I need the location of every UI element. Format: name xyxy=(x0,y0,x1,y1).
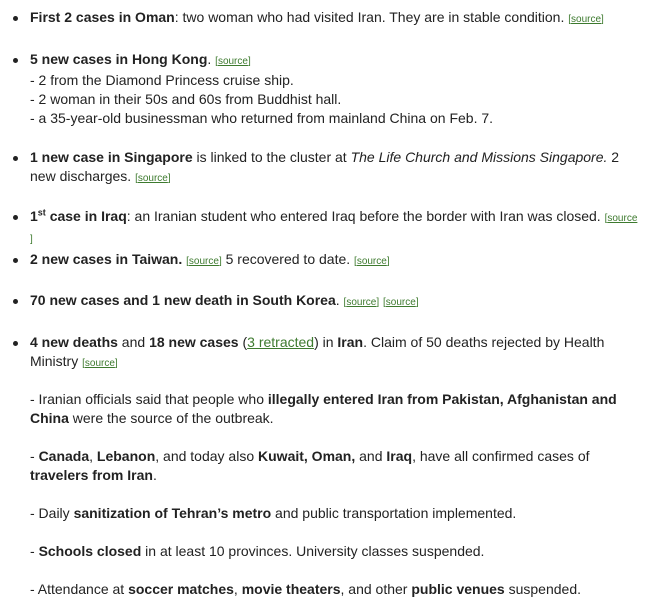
country-name: Iran xyxy=(337,334,364,350)
para-bold: movie theaters xyxy=(241,581,341,597)
item-text: 5 recovered to date. xyxy=(221,251,355,267)
bullet-dot xyxy=(13,156,18,161)
para-text: suspended. xyxy=(504,581,582,597)
para-text: , xyxy=(233,581,242,597)
list-item-iran xyxy=(10,333,640,373)
para-text: - xyxy=(30,448,39,464)
para-text: . xyxy=(152,467,157,483)
iran-detail-paragraph xyxy=(30,504,630,523)
source-link[interactable]: [ source ] xyxy=(135,173,171,184)
para-bold: public venues xyxy=(411,581,505,597)
para-text: - Iranian officials said that people who xyxy=(30,391,268,407)
list-item-singapore xyxy=(10,148,640,188)
source-link[interactable]: [ source ] xyxy=(568,14,604,25)
item-text: 2 new discharges. xyxy=(30,149,620,184)
para-bold: sanitization of Tehran’s metro xyxy=(73,505,272,521)
church-name: The Life Church and Missions Singapore. xyxy=(350,149,608,165)
source-link[interactable]: [ source ] xyxy=(82,358,118,369)
item-text: . Claim of 50 deaths rejected by Health Ministry xyxy=(30,334,605,369)
source-link[interactable]: [ source ] xyxy=(354,256,390,267)
para-bold: travelers from Iran xyxy=(30,467,153,483)
list-item-south-korea xyxy=(10,291,640,312)
para-bold: soccer matches xyxy=(128,581,234,597)
bullet-dot xyxy=(13,58,18,63)
para-bold: Iraq xyxy=(386,448,413,464)
para-text: , and today also xyxy=(155,448,259,464)
para-text: were the source of the outbreak. xyxy=(68,410,274,426)
source-link[interactable]: [ source ] xyxy=(186,256,222,267)
iran-detail-paragraph xyxy=(30,390,630,428)
bullet-dot xyxy=(13,299,18,304)
source-link[interactable]: [ source ] xyxy=(344,297,380,308)
list-item-taiwan xyxy=(10,250,640,271)
item-text: . xyxy=(335,292,344,308)
para-text: - Attendance at xyxy=(30,581,129,597)
headline: 5 new cases in Hong Kong xyxy=(30,51,208,67)
para-text: - xyxy=(30,543,39,559)
detail-line: - 2 from the Diamond Princess cruise ship. xyxy=(30,72,294,88)
detail-line: - a 35-year-old businessman who returned from mainland China on Feb. 7. xyxy=(30,110,494,126)
list-item-iraq xyxy=(10,207,640,249)
cases-count: 18 new cases xyxy=(149,334,239,350)
list-item-hong-kong xyxy=(10,50,640,128)
para-text: and public transportation implemented. xyxy=(271,505,517,521)
item-text: is linked to the cluster at xyxy=(192,149,351,165)
item-text: and xyxy=(117,334,150,350)
headline: 2 new cases in Taiwan. xyxy=(30,251,183,267)
source-link[interactable]: [ source ] xyxy=(215,56,251,67)
item-text: : two woman who had visited Iran. They are in stable condition. xyxy=(174,9,569,25)
deaths-count: 4 new deaths xyxy=(30,334,118,350)
ordinal-suffix: st xyxy=(37,207,46,218)
headline-number: 1 xyxy=(30,208,38,224)
para-bold: Schools closed xyxy=(38,543,142,559)
headline: 70 new cases and 1 new death in South Korea xyxy=(30,292,336,308)
bullet-dot xyxy=(13,258,18,263)
para-text: and xyxy=(355,448,387,464)
para-text: in at least 10 provinces. University classes suspended. xyxy=(141,543,485,559)
bullet-dot xyxy=(13,215,18,220)
list-item-oman xyxy=(10,8,640,29)
iran-detail-paragraph xyxy=(30,580,630,599)
headline: 1 new case in Singapore xyxy=(30,149,193,165)
detail-line: - 2 woman in their 50s and 60s from Buddhist hall. xyxy=(30,91,342,107)
headline: First 2 cases in Oman xyxy=(30,9,175,25)
source-link[interactable]: [ source ] xyxy=(30,213,637,245)
para-bold: illegally entered Iran from Pakistan, Afghanistan and China xyxy=(30,391,617,426)
iran-detail-paragraph xyxy=(30,447,630,485)
para-text: - Daily xyxy=(30,505,74,521)
source-link[interactable]: [ source ] xyxy=(383,297,419,308)
retracted-link[interactable]: 3 retracted xyxy=(247,334,315,350)
iran-detail-paragraph xyxy=(30,542,630,561)
headline: case in Iraq xyxy=(45,208,127,224)
para-text: , xyxy=(89,448,97,464)
item-text: : an Iranian student who entered Iraq before the border with Iran was closed. xyxy=(126,208,605,224)
item-text: . xyxy=(207,51,216,67)
para-bold: Kuwait, Oman, xyxy=(258,448,356,464)
para-bold: Lebanon xyxy=(96,448,156,464)
bullet-dot xyxy=(13,16,18,21)
bullet-dot xyxy=(13,341,18,346)
para-text: , have all confirmed cases of xyxy=(412,448,590,464)
para-bold: Canada xyxy=(38,448,90,464)
item-text: ) in xyxy=(314,334,338,350)
item-text: ( xyxy=(238,334,248,350)
para-text: , and other xyxy=(340,581,412,597)
